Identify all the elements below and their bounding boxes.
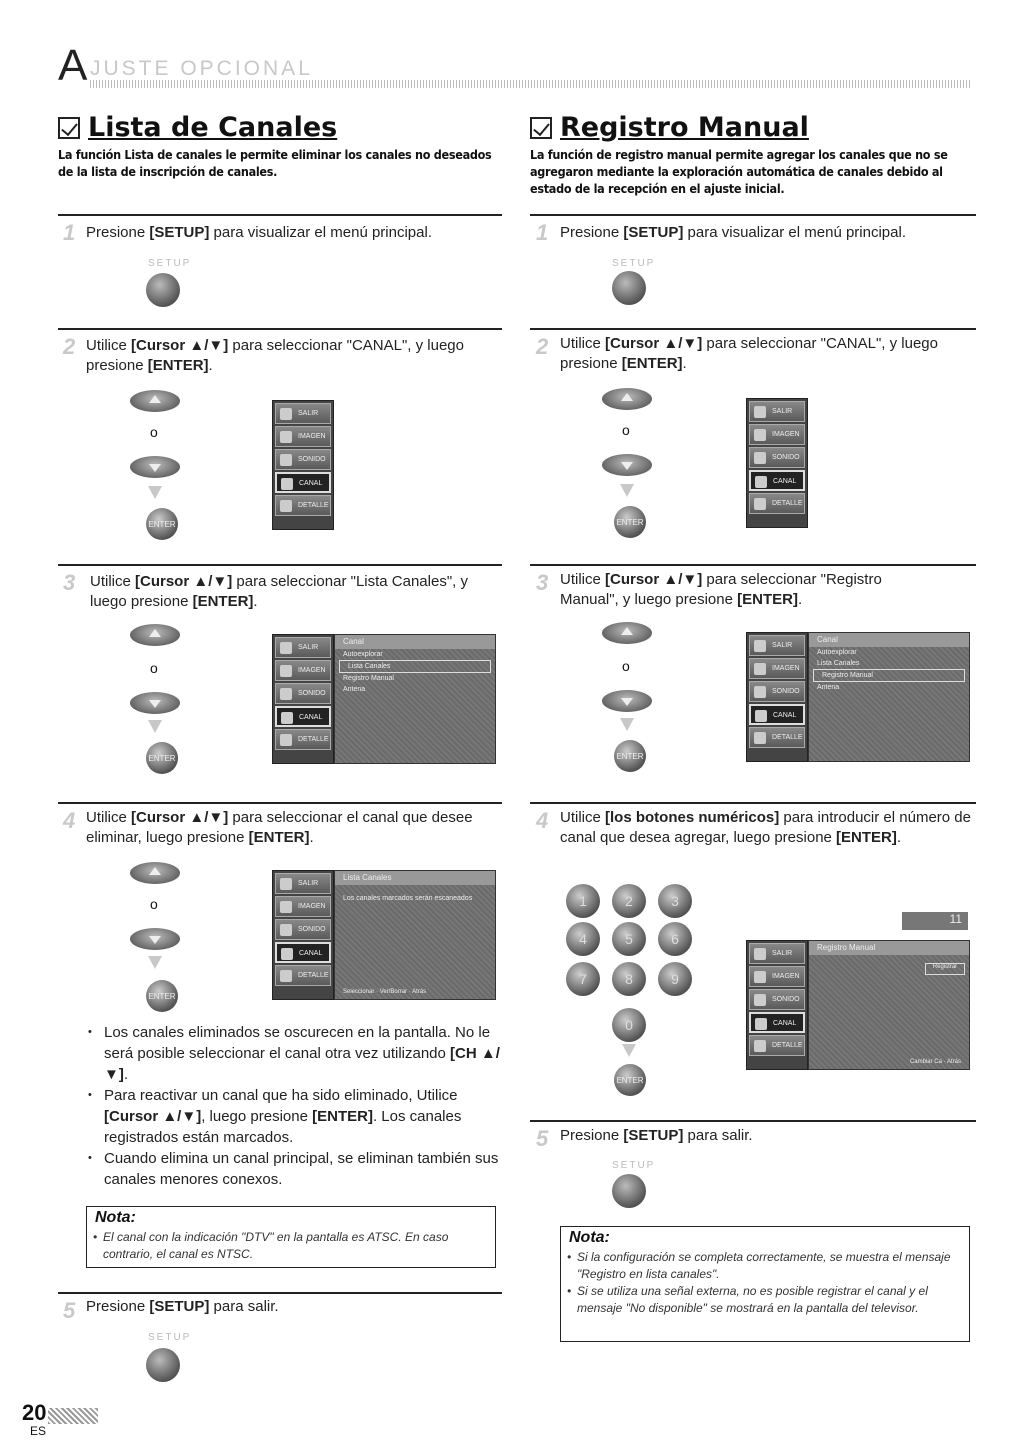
menu-item: SALIR	[749, 635, 805, 656]
left-step1: Presione [SETUP] para visualizar el menú principal.	[86, 224, 432, 241]
main-menu	[746, 398, 808, 528]
registrar-button: Registrar	[925, 963, 965, 975]
cursor-up-icon	[130, 390, 180, 412]
or-label: o	[622, 422, 630, 438]
divider	[530, 802, 976, 804]
menu-item: DETALLE	[275, 495, 331, 516]
divider	[58, 1292, 502, 1294]
nota-item: • El canal con la indicación "DTV" en la pantalla es ATSC. En caso contrario, el canal es NTSC.	[87, 1229, 495, 1263]
or-label: o	[150, 424, 158, 440]
step-number: 1	[63, 220, 76, 245]
setup-button-icon	[146, 273, 180, 307]
left-step3: Utilice [Cursor ▲/▼] para seleccionar "Lista Canales", y luego presione [ENTER].	[90, 573, 468, 610]
menu-item: IMAGEN	[275, 426, 331, 447]
panel-title: Registro Manual	[809, 941, 969, 955]
key-2-icon: 2	[612, 884, 646, 918]
right-step4: Utilice [los botones numéricos] para introducir el número de canal que desea agregar, luego presione [ENTER].	[560, 809, 971, 846]
enter-button-icon: ENTER	[614, 740, 646, 772]
registro-panel	[808, 940, 970, 1070]
arrow-down-icon	[620, 484, 634, 497]
panel-item-selected: Registro Manual	[813, 669, 965, 682]
panel-item: Autoexplorar	[343, 651, 383, 658]
right-nota	[560, 1226, 970, 1342]
arrow-down-icon	[620, 718, 634, 731]
enter-button-icon: ENTER	[614, 1064, 646, 1096]
right-intro: La función de registro manual permite agregar los canales que no se agregaron mediante la exploración automática de canales debido al estado de la recepción en el ajuste inicial.	[530, 147, 948, 196]
arrow-down-icon	[148, 486, 162, 499]
menu-item: IMAGEN	[749, 424, 805, 445]
menu-item-selected: CANAL	[749, 1012, 805, 1033]
left-step5: Presione [SETUP] para salir.	[86, 1298, 279, 1315]
divider	[58, 214, 502, 216]
cursor-down-icon	[602, 454, 652, 476]
right-step2: Utilice [Cursor ▲/▼] para seleccionar "CANAL", y luego presione [ENTER].	[560, 335, 938, 372]
setup-label: SETUP	[148, 1332, 192, 1343]
menu-item-selected: CANAL	[275, 706, 331, 727]
enter-button-icon: ENTER	[614, 506, 646, 538]
arrow-down-icon	[622, 1044, 636, 1057]
panel-item-selected: Lista Canales	[339, 660, 491, 673]
cursor-down-icon	[130, 692, 180, 714]
nota-item: • Si se utiliza una señal externa, no es posible registrar el canal y el mensaje "No disponible" se mostrará en la pantalla del televisor.	[561, 1283, 969, 1317]
right-section-title: Registro Manual	[530, 112, 809, 143]
bullet-item: • Los canales eliminados se oscurecen en la pantalla. No le será posible seleccionar el canal otra vez utilizando [CH ▲/▼].	[86, 1022, 502, 1085]
checkbox-icon	[58, 117, 80, 139]
menu-item: DETALLE	[749, 493, 805, 514]
menu-item: DETALLE	[275, 729, 331, 750]
panel-title: Canal	[335, 635, 495, 649]
cursor-down-icon	[130, 928, 180, 950]
header-title: JUSTE OPCIONAL	[90, 57, 313, 80]
key-3-icon: 3	[658, 884, 692, 918]
bullet-item: • Para reactivar un canal que ha sido eliminado, Utilice [Cursor ▲/▼], luego presione [ENTER]. Los canales registrados están marcados.	[86, 1085, 502, 1148]
cursor-up-icon	[130, 624, 180, 646]
left-step2: Utilice [Cursor ▲/▼] para seleccionar "CANAL", y luego presione [ENTER].	[86, 337, 464, 374]
nota-title: Nota:	[569, 1229, 610, 1246]
step-number: 5	[536, 1126, 549, 1151]
arrow-down-icon	[148, 720, 162, 733]
panel-title: Canal	[809, 633, 969, 647]
right-step5: Presione [SETUP] para salir.	[560, 1127, 753, 1144]
right-step3: Utilice [Cursor ▲/▼] para seleccionar "Registro Manual", y luego presione [ENTER].	[560, 571, 882, 608]
setup-label: SETUP	[612, 1160, 656, 1171]
step-number: 4	[536, 808, 549, 833]
divider	[530, 1120, 976, 1122]
menu-item: DETALLE	[275, 965, 331, 986]
menu-item: SONIDO	[275, 683, 331, 704]
step-number: 2	[63, 334, 76, 359]
header-rule	[90, 80, 972, 88]
key-8-icon: 8	[612, 962, 646, 996]
step-number: 1	[536, 220, 549, 245]
menu-item: SONIDO	[275, 919, 331, 940]
main-menu	[272, 870, 334, 1000]
divider	[58, 564, 502, 566]
main-menu	[746, 632, 808, 762]
menu-item-selected: CANAL	[275, 472, 331, 493]
key-1-icon: 1	[566, 884, 600, 918]
menu-item: DETALLE	[749, 1035, 805, 1056]
divider	[530, 328, 976, 330]
key-0-icon: 0	[612, 1008, 646, 1042]
left-intro: La función Lista de canales le permite eliminar los canales no deseados de la lista de inscripción de canales.	[58, 147, 492, 179]
menu-item-selected: CANAL	[749, 704, 805, 725]
left-bullets	[86, 1022, 502, 1190]
key-4-icon: 4	[566, 922, 600, 956]
menu-item: SONIDO	[749, 989, 805, 1010]
header-initial: A	[58, 41, 88, 90]
menu-item-selected: CANAL	[275, 942, 331, 963]
panel-item: Antena	[817, 684, 840, 691]
cursor-down-icon	[130, 456, 180, 478]
menu-item: SONIDO	[275, 449, 331, 470]
key-5-icon: 5	[612, 922, 646, 956]
menu-item: SALIR	[275, 637, 331, 658]
menu-item: IMAGEN	[275, 896, 331, 917]
setup-button-icon	[146, 1348, 180, 1382]
key-6-icon: 6	[658, 922, 692, 956]
enter-button-icon: ENTER	[146, 742, 178, 774]
enter-button-icon: ENTER	[146, 508, 178, 540]
nota-item: • Si la configuración se completa correctamente, se muestra el mensaje "Registro en lista canales".	[561, 1249, 969, 1283]
left-nota	[86, 1206, 496, 1268]
lista-panel	[334, 870, 496, 1000]
key-7-icon: 7	[566, 962, 600, 996]
checkbox-icon	[530, 117, 552, 139]
menu-item: IMAGEN	[749, 658, 805, 679]
nota-title: Nota:	[95, 1209, 136, 1226]
left-step4: Utilice [Cursor ▲/▼] para seleccionar el canal que desee eliminar, luego presione [ENTER].	[86, 809, 473, 846]
canal-panel	[808, 632, 970, 762]
panel-item: Autoexplorar	[817, 649, 857, 656]
menu-item: IMAGEN	[275, 660, 331, 681]
cursor-up-icon	[602, 388, 652, 410]
main-menu	[746, 940, 808, 1070]
key-9-icon: 9	[658, 962, 692, 996]
menu-item: SALIR	[275, 403, 331, 424]
setup-button-icon	[612, 271, 646, 305]
menu-item: SONIDO	[749, 447, 805, 468]
setup-label: SETUP	[612, 258, 656, 269]
menu-item: SALIR	[275, 873, 331, 894]
page-decor	[48, 1408, 98, 1424]
divider	[530, 564, 976, 566]
step-number: 3	[63, 570, 76, 595]
or-label: o	[622, 658, 630, 674]
menu-item: IMAGEN	[749, 966, 805, 987]
divider	[58, 328, 502, 330]
panel-item: Lista Canales	[817, 660, 860, 667]
step-number: 4	[63, 808, 76, 833]
divider	[58, 802, 502, 804]
panel-footer: Cambiar Ca · Atrás	[909, 1059, 961, 1065]
or-label: o	[150, 896, 158, 912]
setup-label: SETUP	[148, 258, 192, 269]
left-section-title: Lista de Canales	[58, 112, 337, 143]
panel-note: Los canales marcados serán escaneados	[343, 895, 473, 902]
step-number: 2	[536, 334, 549, 359]
arrow-down-icon	[148, 956, 162, 969]
canal-panel	[334, 634, 496, 764]
panel-title: Lista Canales	[335, 871, 495, 885]
main-menu	[272, 634, 334, 764]
cursor-down-icon	[602, 690, 652, 712]
divider	[530, 214, 976, 216]
menu-item-selected: CANAL	[749, 470, 805, 491]
panel-item: Registro Manual	[343, 675, 394, 682]
menu-item: SALIR	[749, 943, 805, 964]
panel-item: Antena	[343, 686, 366, 693]
menu-item: DETALLE	[749, 727, 805, 748]
setup-button-icon	[612, 1174, 646, 1208]
language-code: ES	[30, 1424, 47, 1438]
cursor-up-icon	[602, 622, 652, 644]
main-menu	[272, 400, 334, 530]
menu-item: SALIR	[749, 401, 805, 422]
step-number: 5	[63, 1298, 76, 1323]
menu-item: SONIDO	[749, 681, 805, 702]
step-number: 3	[536, 570, 549, 595]
panel-footer: Seleccionar · Ver/Borrar · Atrás	[343, 989, 427, 995]
cursor-up-icon	[130, 862, 180, 884]
enter-button-icon: ENTER	[146, 980, 178, 1012]
page-number: 20	[22, 1400, 47, 1425]
bullet-item: • Cuando elimina un canal principal, se eliminan también sus canales menores conexos.	[86, 1148, 502, 1190]
channel-display: 11	[902, 912, 968, 930]
right-step1: Presione [SETUP] para visualizar el menú principal.	[560, 224, 906, 241]
or-label: o	[150, 660, 158, 676]
